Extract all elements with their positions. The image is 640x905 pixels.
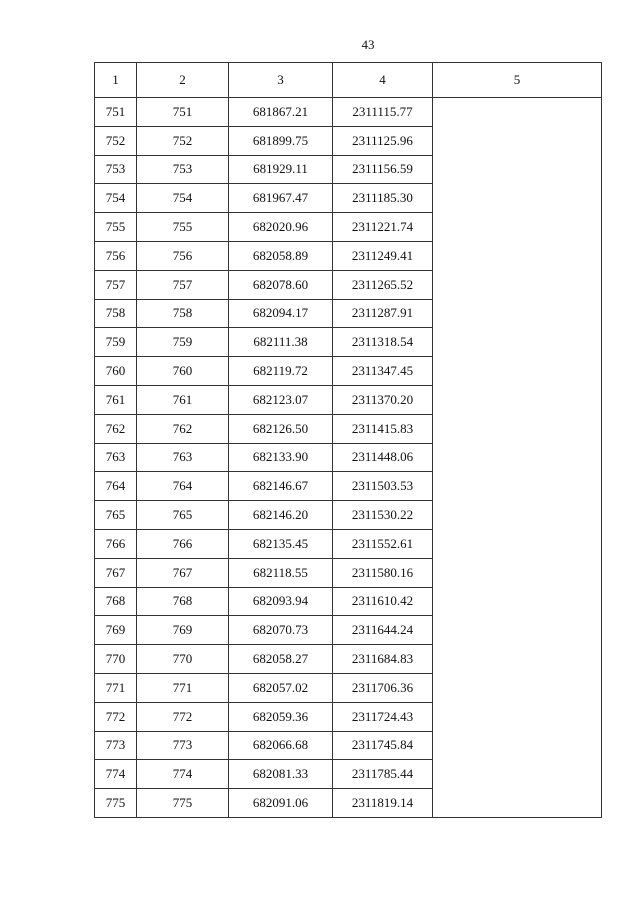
table-cell: 755: [95, 213, 137, 242]
table-cell: 2311287.91: [333, 299, 433, 328]
page-number: 43: [361, 37, 375, 52]
table-cell: 774: [95, 760, 137, 789]
table-cell: 770: [95, 645, 137, 674]
table-cell: 2311706.36: [333, 673, 433, 702]
table-cell: 768: [137, 587, 229, 616]
table-cell: 2311530.22: [333, 501, 433, 530]
table-cell: 681867.21: [229, 98, 333, 127]
table-cell: 758: [137, 299, 229, 328]
table-cell: 682081.33: [229, 760, 333, 789]
table-cell: 2311819.14: [333, 789, 433, 818]
table-cell: 682111.38: [229, 328, 333, 357]
table-cell: 682066.68: [229, 731, 333, 760]
table-cell: 774: [137, 760, 229, 789]
table-cell: 682058.27: [229, 645, 333, 674]
table-cell: 2311644.24: [333, 616, 433, 645]
notes-cell: [433, 98, 602, 818]
table-cell: 2311448.06: [333, 443, 433, 472]
table-cell: 761: [95, 385, 137, 414]
table-cell: 682094.17: [229, 299, 333, 328]
table-cell: 2311115.77: [333, 98, 433, 127]
table-cell: 761: [137, 385, 229, 414]
table-cell: 768: [95, 587, 137, 616]
table-cell: 682058.89: [229, 241, 333, 270]
table-cell: 2311785.44: [333, 760, 433, 789]
table-cell: 681899.75: [229, 126, 333, 155]
column-header: 5: [433, 63, 602, 98]
table-cell: 681967.47: [229, 184, 333, 213]
table-cell: 755: [137, 213, 229, 242]
table-cell: 2311318.54: [333, 328, 433, 357]
table-cell: 682118.55: [229, 558, 333, 587]
table-cell: 751: [137, 98, 229, 127]
table-cell: 2311221.74: [333, 213, 433, 242]
table-cell: 2311610.42: [333, 587, 433, 616]
table-cell: 2311370.20: [333, 385, 433, 414]
column-header: 2: [137, 63, 229, 98]
table-cell: 752: [137, 126, 229, 155]
table-cell: 775: [95, 789, 137, 818]
table-cell: 682020.96: [229, 213, 333, 242]
table-cell: 763: [137, 443, 229, 472]
column-header: 1: [95, 63, 137, 98]
table-cell: 760: [95, 357, 137, 386]
table-cell: 773: [137, 731, 229, 760]
table-cell: 2311415.83: [333, 414, 433, 443]
table-cell: 775: [137, 789, 229, 818]
table-row: [95, 98, 602, 127]
table-cell: 756: [137, 241, 229, 270]
table-cell: 771: [95, 673, 137, 702]
table-cell: 762: [137, 414, 229, 443]
table-cell: 751: [95, 98, 137, 127]
header-row: [95, 63, 602, 98]
table-cell: 2311552.61: [333, 529, 433, 558]
table-cell: 682135.45: [229, 529, 333, 558]
coordinates-table: [94, 62, 602, 818]
table-cell: 2311724.43: [333, 702, 433, 731]
table-cell: 769: [95, 616, 137, 645]
table-cell: 754: [137, 184, 229, 213]
table-cell: 770: [137, 645, 229, 674]
table-cell: 682078.60: [229, 270, 333, 299]
table-cell: 2311185.30: [333, 184, 433, 213]
table-cell: 682146.20: [229, 501, 333, 530]
table-cell: 763: [95, 443, 137, 472]
table-cell: 682119.72: [229, 357, 333, 386]
table-cell: 2311125.96: [333, 126, 433, 155]
table-cell: 753: [95, 155, 137, 184]
table-cell: 682070.73: [229, 616, 333, 645]
table-cell: 771: [137, 673, 229, 702]
table-cell: 682093.94: [229, 587, 333, 616]
table-cell: 757: [95, 270, 137, 299]
table-cell: 2311503.53: [333, 472, 433, 501]
table-cell: 764: [137, 472, 229, 501]
table-cell: 756: [95, 241, 137, 270]
table-cell: 2311580.16: [333, 558, 433, 587]
table-cell: 682133.90: [229, 443, 333, 472]
table-cell: 682146.67: [229, 472, 333, 501]
table-cell: 2311249.41: [333, 241, 433, 270]
table-cell: 682091.06: [229, 789, 333, 818]
table-cell: 759: [137, 328, 229, 357]
table-cell: 2311265.52: [333, 270, 433, 299]
table-cell: 772: [137, 702, 229, 731]
table-cell: 682126.50: [229, 414, 333, 443]
table-cell: 773: [95, 731, 137, 760]
table-cell: 760: [137, 357, 229, 386]
table-cell: 764: [95, 472, 137, 501]
table-cell: 2311156.59: [333, 155, 433, 184]
table-cell: 759: [95, 328, 137, 357]
table-cell: 758: [95, 299, 137, 328]
table-cell: 681929.11: [229, 155, 333, 184]
table-cell: 767: [95, 558, 137, 587]
table-cell: 769: [137, 616, 229, 645]
table-cell: 754: [95, 184, 137, 213]
column-header: 3: [229, 63, 333, 98]
table-cell: 2311684.83: [333, 645, 433, 674]
table-cell: 762: [95, 414, 137, 443]
table-cell: 752: [95, 126, 137, 155]
table-cell: 766: [137, 529, 229, 558]
table-cell: 682059.36: [229, 702, 333, 731]
table-cell: 765: [137, 501, 229, 530]
table-cell: 766: [95, 529, 137, 558]
table-cell: 682123.07: [229, 385, 333, 414]
table-cell: 767: [137, 558, 229, 587]
table-cell: 757: [137, 270, 229, 299]
table-cell: 772: [95, 702, 137, 731]
table-body: [95, 98, 602, 818]
table-cell: 2311745.84: [333, 731, 433, 760]
table-cell: 682057.02: [229, 673, 333, 702]
table-cell: 753: [137, 155, 229, 184]
column-header: 4: [333, 63, 433, 98]
table-cell: 2311347.45: [333, 357, 433, 386]
table-cell: 765: [95, 501, 137, 530]
table-header: [95, 63, 602, 98]
